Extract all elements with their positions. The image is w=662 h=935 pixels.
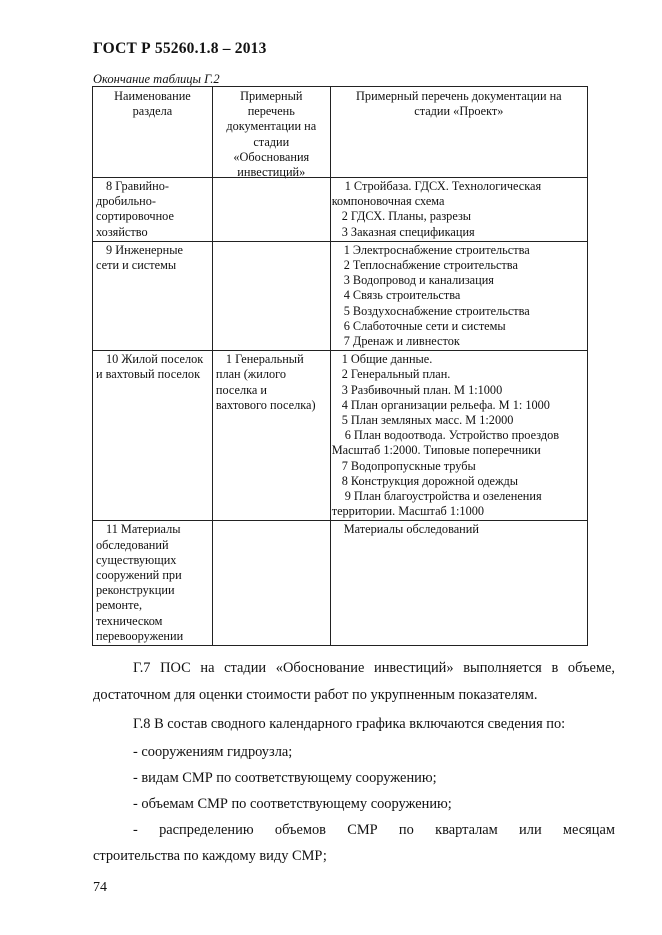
project-doc-item: 8 Конструкция дорожной одежды bbox=[341, 473, 519, 488]
project-doc-item: 2 Генеральный план. bbox=[341, 367, 451, 382]
bullet-item: - сооружениям гидроузла; bbox=[133, 744, 293, 760]
project-doc-item: 2 ГДСХ. Планы, разрезы bbox=[341, 209, 472, 224]
project-docs-cell bbox=[330, 178, 587, 242]
table-header-row bbox=[93, 87, 588, 178]
section-name-cell: 11 Материалы обследований существующих сооружений при реконструкции ремонте, техническом перевооружении bbox=[93, 521, 213, 646]
table-row bbox=[93, 351, 588, 521]
project-doc-item: 2 Теплоснабжение строительства bbox=[343, 258, 518, 273]
bullet-item-last-line2: строительства по каждому виду СМР; bbox=[93, 848, 327, 864]
project-doc-item: 5 Воздухоснабжение строительства bbox=[343, 303, 530, 318]
project-doc-item: Материалы обследований bbox=[343, 522, 479, 537]
project-docs-cell bbox=[330, 351, 587, 521]
project-doc-item: 1 Стройбаза. ГДСХ. Технологическая компоновочная схема bbox=[331, 179, 542, 209]
project-doc-item: 4 План организации рельефа. М 1: 1000 bbox=[341, 397, 550, 412]
header-section-name: Наименование раздела bbox=[93, 87, 213, 178]
project-doc-item: 5 План земляных масс. М 1:2000 bbox=[341, 413, 514, 428]
bullet-item: - видам СМР по соответствующему сооружению; bbox=[133, 770, 437, 786]
page-number: 74 bbox=[93, 880, 107, 895]
header-invest-docs: Примерный перечень документации на стадии «Обоснования инвестиций» bbox=[212, 87, 330, 178]
invest-docs-cell: 1 Генеральный план (жилого поселка и вахтового поселка) bbox=[212, 351, 330, 521]
project-doc-item: 3 Заказная спецификация bbox=[341, 224, 475, 239]
project-doc-item: 7 Водопропускные трубы bbox=[341, 458, 476, 473]
table-row bbox=[93, 241, 588, 350]
section-name-cell: 9 Инженерные сети и системы bbox=[93, 241, 213, 350]
project-doc-item: 9 План благоустройства и озеленения территории. Масштаб 1:1000 bbox=[331, 489, 542, 519]
project-docs-cell bbox=[330, 521, 587, 646]
paragraph-g7-line1: Г.7 ПОС на стадии «Обоснование инвестиций» выполняется в объеме, bbox=[133, 660, 615, 676]
table-caption: Окончание таблицы Г.2 bbox=[93, 72, 220, 86]
project-doc-item: 6 План водоотвода. Устройство проездов Масштаб 1:2000. Типовые поперечники bbox=[331, 428, 560, 458]
invest-docs-cell bbox=[212, 521, 330, 646]
project-doc-item: 4 Связь строительства bbox=[343, 288, 461, 303]
project-doc-item: 1 Общие данные. bbox=[341, 352, 433, 367]
section-name-cell: 8 Гравийно-дробильно-сортировочное хозяйство bbox=[93, 178, 213, 242]
invest-docs-cell bbox=[212, 178, 330, 242]
paragraph-g7-line2: достаточном для оценки стоимости работ по укрупненным показателям. bbox=[93, 687, 538, 703]
table-row bbox=[93, 178, 588, 242]
project-doc-item: 3 Водопровод и канализация bbox=[343, 273, 494, 288]
header-project-docs: Примерный перечень документации на стадии «Проект» bbox=[330, 87, 587, 178]
paragraph-g8: Г.8 В состав сводного календарного графика включаются сведения по: bbox=[133, 716, 566, 732]
project-doc-item: 3 Разбивочный план. М 1:1000 bbox=[341, 382, 503, 397]
project-doc-item: 6 Слаботочные сети и системы bbox=[343, 318, 506, 333]
documentation-table bbox=[92, 86, 588, 646]
invest-docs-cell bbox=[212, 241, 330, 350]
project-doc-item: 1 Электроснабжение строительства bbox=[343, 242, 530, 257]
bullet-item: - объемам СМР по соответствующему сооружению; bbox=[133, 796, 452, 812]
table-row bbox=[93, 521, 588, 646]
project-doc-item: 7 Дренаж и ливнесток bbox=[343, 334, 460, 349]
project-docs-cell bbox=[330, 241, 587, 350]
bullet-item-last-line1: - распределению объемов СМР по кварталам или месяцам bbox=[133, 822, 615, 838]
section-name-cell: 10 Жилой поселок и вахтовый поселок bbox=[93, 351, 213, 521]
document-header: ГОСТ Р 55260.1.8 – 2013 bbox=[93, 40, 267, 57]
